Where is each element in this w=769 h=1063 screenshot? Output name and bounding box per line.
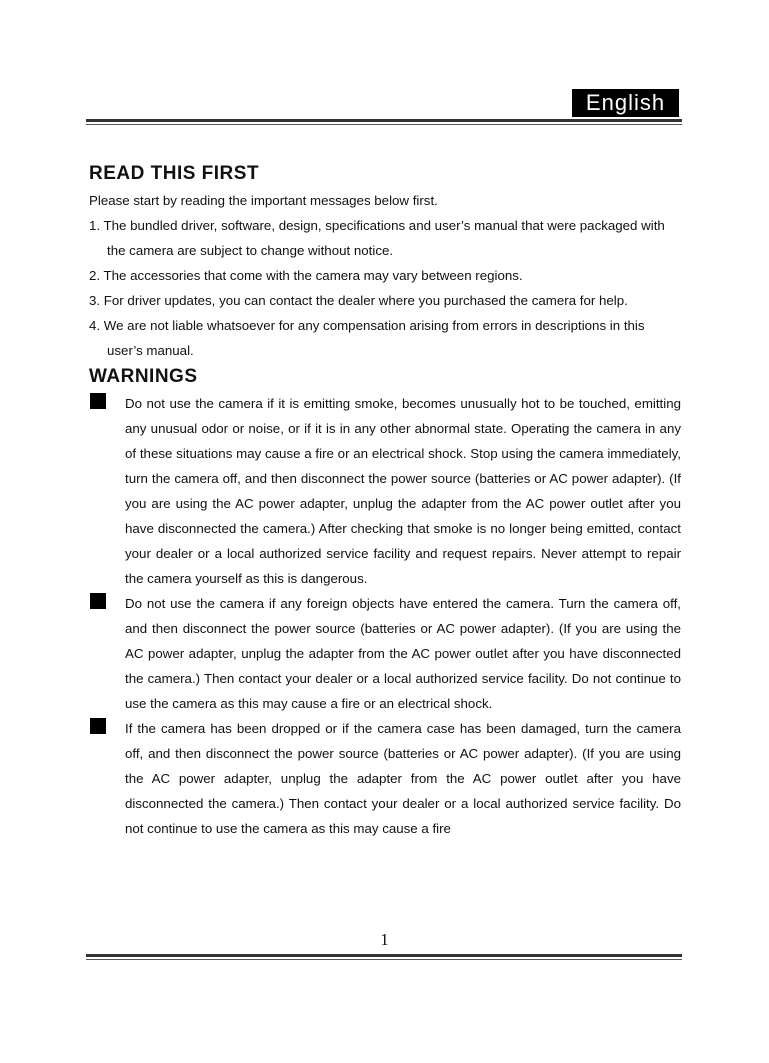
warning-text: Do not use the camera if any foreign objects have entered the camera. Turn the camera off, and then disconnect the power source (batteries or AC power adapter). (If you are using the AC power adapter, unplug the adapter from the AC power outlet after you have disconnected the camera.) Then contact your dealer or a local authorized service facility. Do not continue to use the camera as this may cause a fire or an electrical shock. [125,596,681,711]
language-tab: English [572,89,679,117]
page-content [89,160,681,841]
square-bullet-icon [90,718,106,734]
warning-item [89,716,681,841]
list-item: 3. For driver updates, you can contact the dealer where you purchased the camera for help. [89,293,628,308]
section-title-warnings: WARNINGS [89,366,198,387]
header-rule [86,119,682,125]
warning-text: If the camera has been dropped or if the camera case has been damaged, turn the camera off, and then disconnect the power source (batteries or AC power adapter). (If you are using the AC power adapter, unplug the adapter from the AC power outlet after you have disconnected the camera.) Then contact your dealer or a local authorized service facility. Do not continue to use the camera as this may cause a fire [125,721,681,836]
section-title-read-this-first: READ THIS FIRST [89,163,260,184]
page-number: 1 [380,930,389,949]
square-bullet-icon [90,593,106,609]
warning-text: Do not use the camera if it is emitting smoke, becomes unusually hot to be touched, emitting any unusual odor or noise, or if it is in any other abnormal state. Operating the camera in any of these situations may cause a fire or an electrical shock. Stop using the camera immediately, turn the camera off, and then disconnect the power source (batteries or AC power adapter). (If you are using the AC power adapter, unplug the adapter from the AC power outlet after you have disconnected the camera.) After checking that smoke is no longer being emitted, contact your dealer or a local authorized service facility and request repairs. Never attempt to repair the camera yourself as this is dangerous. [125,396,681,586]
intro-text: Please start by reading the important messages below first. [89,193,438,208]
footer-rule [86,954,682,960]
warning-item [89,591,681,716]
list-item: 1. The bundled driver, software, design, specifications and user’s manual that were packaged with the camera are subject to change without notice. [89,218,665,258]
notes-list [89,213,681,363]
square-bullet-icon [90,393,106,409]
list-item: 2. The accessories that come with the camera may vary between regions. [89,268,523,283]
warning-item [89,391,681,591]
list-item: 4. We are not liable whatsoever for any compensation arising from errors in descriptions in this user’s manual. [89,318,645,358]
